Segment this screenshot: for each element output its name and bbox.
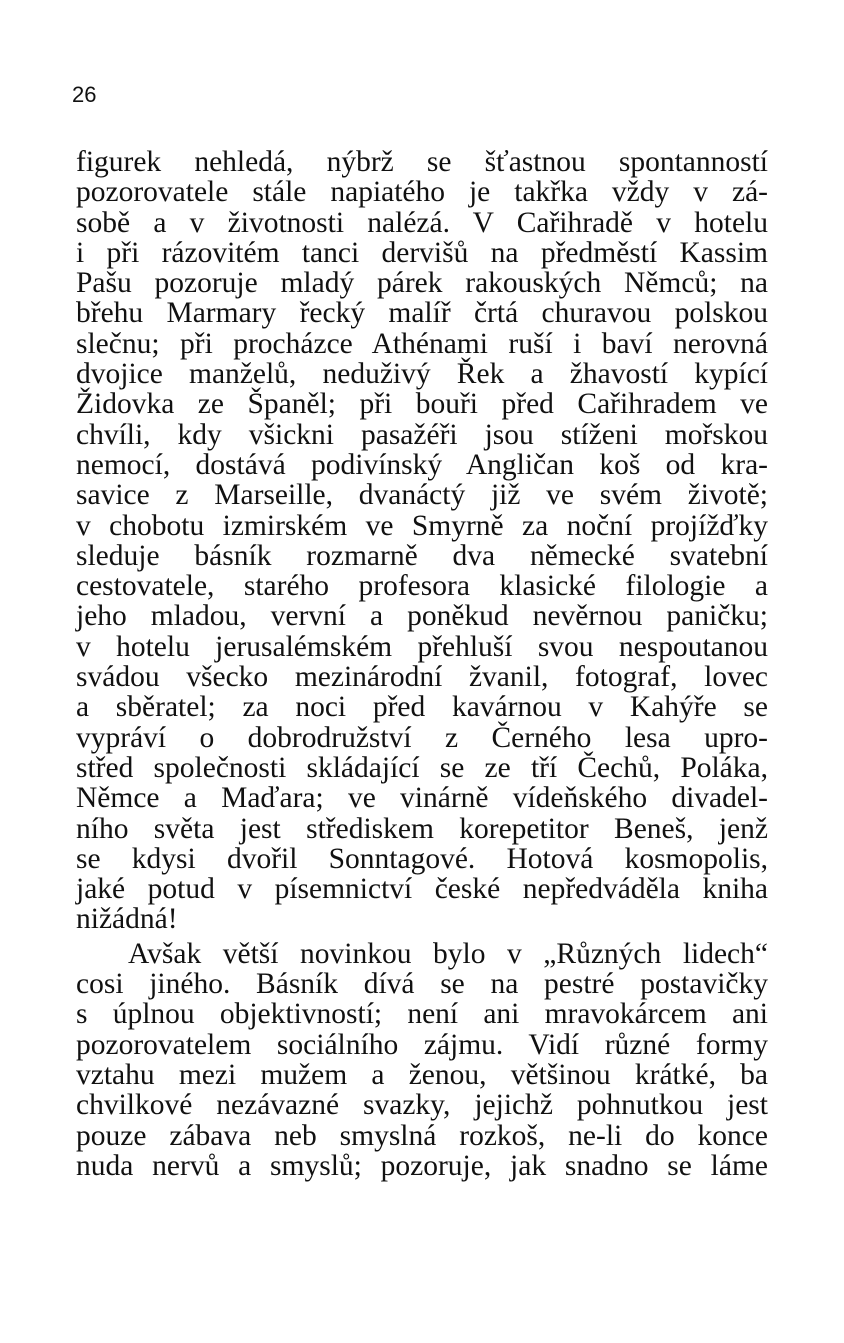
text-line: břehu Marmary řecký malíř črtá churavou polskou [76,297,768,330]
text-line: Němce a Maďara; ve vinárně vídeňského divadel- [76,782,768,815]
text-line: cosi jiného. Básník dívá se na pestré postavičky [76,968,768,1001]
body-text [76,147,768,1181]
text-line: vypráví o dobrodružství z Černého lesa upro- [76,721,768,754]
text-line: s úplnou objektivností; není ani mravokárcem ani [76,998,768,1031]
text-line: Pašu pozoruje mladý párek rakouských Němců; na [76,267,768,300]
text-line: figurek nehledá, nýbrž se šťastnou spontanností [76,146,768,178]
text-line: v hotelu jerusalémském přehluší svou nespoutanou [76,630,768,663]
paragraph-1 [76,147,768,935]
text-line: svádou všecko mezinárodní žvanil, fotograf, lovec [76,661,768,694]
text-line: pouze zábava neb smyslná rozkoš, ne-li do konce [76,1119,768,1152]
text-line: dvojice manželů, neduživý Řek a žhavostí kypící [76,358,768,391]
text-line: nemocí, dostává podivínský Angličan koš od kra- [76,448,768,481]
text-line: i při rázovitém tanci dervišů na předměstí Kassim [76,236,768,269]
text-line: nižádná! [76,903,178,936]
text-line: ního světa jest střediskem korepetitor Beneš, jenž [76,812,768,845]
text-line: slečnu; při procházce Athénami ruší i baví nerovná [76,327,768,360]
text-line: střed společnosti skládající se ze tří Čechů, Poláka, [76,751,768,784]
text-line: jaké potud v písemnictví české nepředváděla kniha [76,873,768,906]
text-line: chvíli, kdy všickni pasažéři jsou stíženi mořskou [76,418,768,451]
text-line: Avšak větší novinkou bylo v „Různých lidech“ [128,937,768,970]
text-line: cestovatele, starého profesora klasické filologie a [76,570,768,603]
text-line: sleduje básník rozmarně dva německé svatební [76,539,768,572]
text-line: savice z Marseille, dvanáctý již ve svém životě; [76,479,768,512]
text-line: Židovka ze Španěl; při bouři před Cařihradem ve [76,388,768,421]
text-line: chvilkové nezávazné svazky, jejichž pohnutkou jest [76,1089,768,1122]
text-line: pozorovatelem sociálního zájmu. Vidí různé formy [76,1028,768,1061]
text-line: jeho mladou, vervní a poněkud nevěrnou paničku; [76,600,768,633]
paragraph-2 [76,939,768,1181]
text-line: nuda nervů a smyslů; pozoruje, jak snadno se láme [76,1149,768,1182]
text-line: v chobotu izmirském ve Smyrně za noční projížďky [76,509,768,542]
text-line: se kdysi dvořil Sonntagové. Hotová kosmopolis, [76,842,768,875]
page-number: 26 [72,82,97,107]
text-line: pozorovatele stále napiatého je takřka vždy v zá- [76,176,768,209]
text-line: vztahu mezi mužem a ženou, většinou krátké, ba [76,1058,768,1091]
text-line: sobě a v životnosti nalézá. V Cařihradě v hotelu [76,206,768,239]
text-line: a sběratel; za noci před kavárnou v Kahýře se [76,691,768,724]
